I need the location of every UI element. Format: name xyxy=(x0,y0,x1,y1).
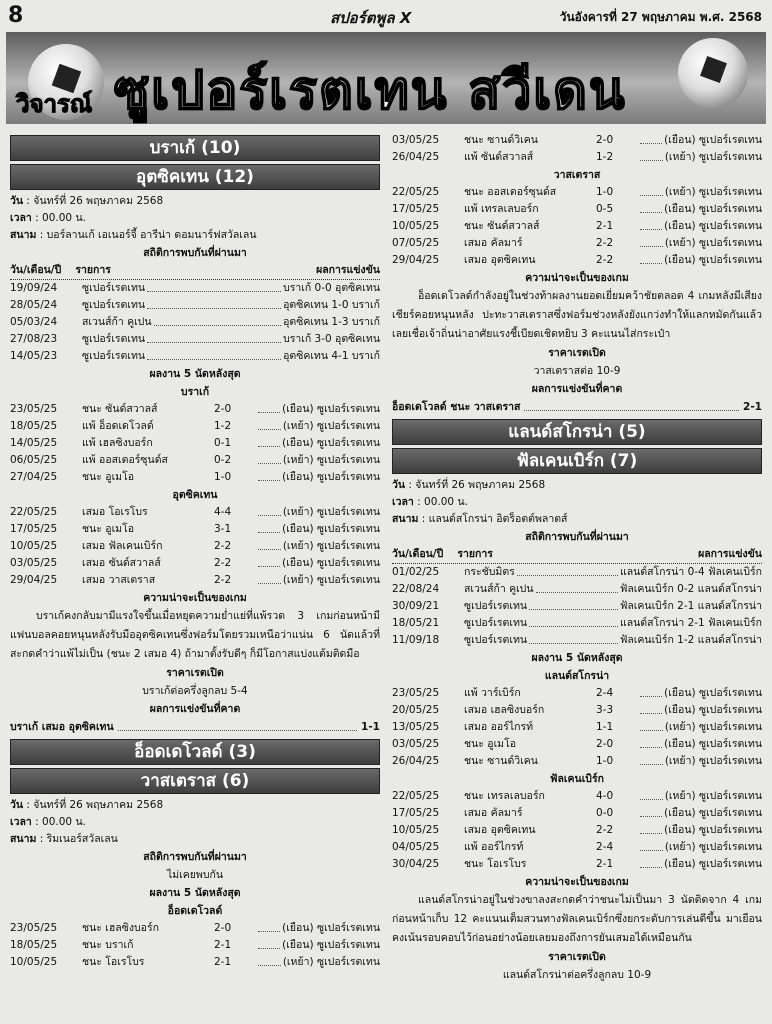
table-row: 10/05/25 ชนะ ซันด์สวาลส์ 2-1 (เยือน) ซูเปอร์เรตเทน xyxy=(392,220,762,232)
table-row: 29/04/25 เสมอ วาสเตราส 2-2 (เหย้า) ซูเปอร์เรตเทน xyxy=(10,574,380,586)
match3-h2h-title: สถิติการพบกันที่ผ่านมา xyxy=(525,531,629,543)
table-row: 27/04/25 ชนะ อูเมโอ 1-0 (เยือน) ซูเปอร์เรตเทน xyxy=(10,471,380,483)
match2-home-form-partA xyxy=(10,920,380,971)
table-row: 03/05/25 เสมอ ซันด์สวาลส์ 2-2 (เยือน) ซูเปอร์เรตเทน xyxy=(10,557,380,569)
match3-venue: สนาม : แลนด์สโกรน่า อิดร็อตต์พลาตส์ xyxy=(392,513,568,525)
match2-analysis-title: ความน่าจะเป็นของเกม xyxy=(525,272,629,284)
match2-time: เวลา : 00.00 น. xyxy=(10,816,86,828)
table-row: 18/05/25 แพ้ อ็อดเดโวลด์ 1-2 (เหย้า) ซูเปอร์เรตเทน xyxy=(10,420,380,432)
table-row: 30/04/25 ชนะ โอเรโบร 2-1 (เยือน) ซูเปอร์เรตเทน xyxy=(392,858,762,870)
match3-home-bar: แลนด์สโกรน่า (5) xyxy=(392,419,762,445)
table-row: 17/05/25 แพ้ เทรลเลบอร์ก 0-5 (เยือน) ซูเปอร์เรตเทน xyxy=(392,203,762,215)
match2-form-title: ผลงาน 5 นัดหลังสุด xyxy=(149,887,241,899)
football-icon xyxy=(678,38,748,108)
section-banner xyxy=(6,32,766,124)
page-header xyxy=(0,0,772,30)
match1-odds-title: ราคาเรตเปิด xyxy=(166,667,224,679)
match2-away-form xyxy=(392,184,762,269)
match3-away-form xyxy=(392,788,762,873)
match2-predict-title: ผลการแข่งขันที่คาด xyxy=(531,383,623,395)
match1-away-form xyxy=(10,504,380,589)
table-row: 10/05/25 ชนะ โอเรโบร 2-1 (เหย้า) ซูเปอร์เรตเทน xyxy=(10,956,380,968)
match2-prediction: อ็อดเดโวลด์ ชนะ วาสเตราส 2-1 xyxy=(392,398,762,416)
table-row: 29/04/25 เสมอ อุตซิคเทน 2-2 (เยือน) ซูเปอร์เรตเทน xyxy=(392,254,762,266)
match1-away-bar: อุตซิคเทน (12) xyxy=(10,164,380,190)
table-row: 13/05/25 เสมอ ออร์ไกรท์ 1-1 (เหย้า) ซูเปอร์เรตเทน xyxy=(392,721,762,733)
match1-prediction: บราเก้ เสมอ อุตซิคเทน 1-1 xyxy=(10,718,380,736)
table-row: 04/05/25 แพ้ ออร์ไกรท์ 2-4 (เหย้า) ซูเปอร์เรตเทน xyxy=(392,841,762,853)
match1-analysis-title: ความน่าจะเป็นของเกม xyxy=(143,592,247,604)
match1-odds: บราเก้ต่อครึ่งลูกลบ 5-4 xyxy=(142,685,248,697)
match1-home-form xyxy=(10,401,380,486)
match2-home-form-partB xyxy=(392,132,762,166)
table-row: 05/03/24 สเวนส์ก้า คูเปน อุตซิคเทน 1-3 บราเก้ xyxy=(10,316,380,328)
table-row: 10/05/25 เสมอ ฟัลเคนเบิร์ก 2-2 (เหย้า) ซูเปอร์เรตเทน xyxy=(10,540,380,552)
match3-time: เวลา : 00.00 น. xyxy=(392,496,468,508)
match3-analysis: แลนด์สโกรน่าอยู่ในช่วงขาลงสะกดคำว่าชนะไม่เป็นมา 3 นัดติดจาก 4 เกมก่อนหน้าเก็บ 12 คะแนนเต็มสวนทางฟัลเคนเบิร์กซึ่งยกระดับการเล่นดีขึ้น มาเยือนคงเน้นรอบคอบไว้ก่อนอย่างน้อยเลยมองถึงการยันเสมอได้เหมือนกัน xyxy=(392,894,762,944)
match1-away-form-title: อุตซิคเทน xyxy=(172,489,218,501)
table-row: 23/05/25 แพ้ วาร์เบิร์ก 2-4 (เยือน) ซูเปอร์เรตเทน xyxy=(392,687,762,699)
table-row: 03/05/25 ชนะ ซานด์วิเคน 2-0 (เยือน) ซูเปอร์เรตเทน xyxy=(392,134,762,146)
match3-h2h-header: วัน/เดือน/ปี รายการ ผลการแข่งขัน xyxy=(392,546,762,564)
table-row: 22/05/25 เสมอ โอเรโบร 4-4 (เหย้า) ซูเปอร์เรตเทน xyxy=(10,506,380,518)
table-row: 26/04/25 แพ้ ซันด์สวาลส์ 1-2 (เหย้า) ซูเปอร์เรตเทน xyxy=(392,151,762,163)
match3-form-title: ผลงาน 5 นัดหลังสุด xyxy=(531,652,623,664)
table-row: 06/05/25 แพ้ ออสเตอร์ซุนด์ส 0-2 (เหย้า) ซูเปอร์เรตเทน xyxy=(10,454,380,466)
match2-h2h-title: สถิติการพบกันที่ผ่านมา xyxy=(143,851,247,863)
page-number: 8 xyxy=(8,3,24,28)
match3-away-bar: ฟัลเคนเบิร์ก (7) xyxy=(392,448,762,474)
match3-home-form-title: แลนด์สโกรน่า xyxy=(544,670,610,682)
match2-away-bar: วาสเตราส (6) xyxy=(10,768,380,794)
match2-away-form-title: วาสเตราส xyxy=(553,169,601,181)
match3-odds-title: ราคาเรตเปิด xyxy=(548,951,606,963)
table-row: 18/05/21 ซูเปอร์เรตเทน แลนด์สโกรน่า 2-1 ฟัลเคนเบิร์ก xyxy=(392,617,762,629)
match1-h2h-title: สถิติการพบกันที่ผ่านมา xyxy=(143,247,247,259)
match3-home-form xyxy=(392,685,762,770)
match1-time: เวลา : 00.00 น. xyxy=(10,212,86,224)
match3-odds: แลนด์สโกรน่าต่อครึ่งลูกลบ 10-9 xyxy=(502,969,652,981)
banner-title: ซูเปอร์เรตเทน สวีเดน xyxy=(114,61,627,121)
issue-date: วันอังคารที่ 27 พฤษภาคม พ.ศ. 2568 xyxy=(559,10,762,24)
table-row: 30/09/21 ซูเปอร์เรตเทน ฟัลเคนเบิร์ก 2-1 แลนด์สโกรน่า xyxy=(392,600,762,612)
match1-h2h-header: วัน/เดือน/ปี รายการ ผลการแข่งขัน xyxy=(10,262,380,280)
table-row: 23/05/25 ชนะ เฮลซิงบอร์ก 2-0 (เยือน) ซูเปอร์เรตเทน xyxy=(10,922,380,934)
table-row: 03/05/25 ชนะ อูเมโอ 2-0 (เยือน) ซูเปอร์เรตเทน xyxy=(392,738,762,750)
match1-analysis: บราเก้คงกลับมามีแรงใจขึ้นเมื่อหยุดความย่ำแย่ที่แพ้รวด 3 เกมก่อนหน้ามีแฟนบอลคอยหนุนหลังรับมืออุตซิคเทนซึ่งฟอร์มโดยรวมเหนือว่าแน่น 6 นัดแล้วที่สะกดคำว่าแพ้ไม่เป็น (ชนะ 2 เสมอ 4) ถ้ามาตั้งรับดีๆ ก็มีโอกาสแบ่งแต้มติดมือ xyxy=(10,610,380,660)
banner-prefix: วิจารณ์ xyxy=(16,90,93,118)
match2-home-bar: อ็อดเดโวลด์ (3) xyxy=(10,739,380,765)
table-row: 10/05/25 เสมอ อุตซิคเทน 2-2 (เยือน) ซูเปอร์เรตเทน xyxy=(392,824,762,836)
table-row: 11/09/18 ซูเปอร์เรตเทน ฟัลเคนเบิร์ก 1-2 แลนด์สโกรน่า xyxy=(392,634,762,646)
match2-h2h-none: ไม่เคยพบกัน xyxy=(166,869,224,881)
match1-h2h-table xyxy=(10,280,380,365)
table-row: 17/05/25 ชนะ อูเมโอ 3-1 (เยือน) ซูเปอร์เรตเทน xyxy=(10,523,380,535)
match2-date: วัน : จันทร์ที่ 26 พฤษภาคม 2568 xyxy=(10,799,164,811)
match1-form-title: ผลงาน 5 นัดหลังสุด xyxy=(149,368,241,380)
table-row: 19/09/24 ซูเปอร์เรตเทน บราเก้ 0-0 อุตซิคเทน xyxy=(10,282,380,294)
table-row: 18/05/25 ชนะ บราเก้ 2-1 (เยือน) ซูเปอร์เรตเทน xyxy=(10,939,380,951)
table-row: 20/05/25 เสมอ เฮลซิงบอร์ก 3-3 (เยือน) ซูเปอร์เรตเทน xyxy=(392,704,762,716)
match3-analysis-title: ความน่าจะเป็นของเกม xyxy=(525,876,629,888)
left-column xyxy=(10,132,380,971)
table-row: 14/05/25 แพ้ เฮลซิงบอร์ก 0-1 (เยือน) ซูเปอร์เรตเทน xyxy=(10,437,380,449)
match2-analysis: อ็อดเดโวลด์กำลังอยู่ในช่วงท้าผลงานยอดเยี่ยมคว้าชัยตลอด 4 เกมหลังมีเสียงเชียร์คอยหนุนหลัง ปะทะวาสเตราสซึ่งฟอร์มช่วงหลังยังแกว่งทำให้แลกหมัดกันแล้วเลยเชื่อเจ้าถิ่นน่าอาศัยแรงชี้เบียดเชิดทยิบ 3 คะแนนไส่กระเป๋า xyxy=(392,290,762,340)
table-row: 22/05/25 ชนะ เทรลเลบอร์ก 4-0 (เหย้า) ซูเปอร์เรตเทน xyxy=(392,790,762,802)
match3-away-form-title: ฟัลเคนเบิร์ก xyxy=(550,773,604,785)
table-row: 01/02/25 กระชับมิตร แลนด์สโกรน่า 0-4 ฟัลเคนเบิร์ก xyxy=(392,566,762,578)
table-row: 28/05/24 ซูเปอร์เรตเทน อุตซิคเทน 1-0 บราเก้ xyxy=(10,299,380,311)
table-row: 22/08/24 สเวนส์ก้า คูเปน ฟัลเคนเบิร์ก 0-2 แลนด์สโกรน่า xyxy=(392,583,762,595)
table-row: 17/05/25 เสมอ คัลมาร์ 0-0 (เยือน) ซูเปอร์เรตเทน xyxy=(392,807,762,819)
table-row: 14/05/23 ซูเปอร์เรตเทน อุตซิคเทน 4-1 บราเก้ xyxy=(10,350,380,362)
match2-odds-title: ราคาเรตเปิด xyxy=(548,347,606,359)
table-row: 07/05/25 เสมอ คัลมาร์ 2-2 (เหย้า) ซูเปอร์เรตเทน xyxy=(392,237,762,249)
brand-logo: สปอร์ตพูล X xyxy=(330,9,412,27)
table-row: 22/05/25 ชนะ ออสเตอร์ซุนด์ส 1-0 (เหย้า) ซูเปอร์เรตเทน xyxy=(392,186,762,198)
table-row: 27/08/23 ซูเปอร์เรตเทน บราเก้ 3-0 อุตซิคเทน xyxy=(10,333,380,345)
match1-venue: สนาม : บอร์ลานเก้ เอเนอร์จี้ อารีน่า ดอมนาร์ฟสวัลเลน xyxy=(10,229,257,241)
match1-home-bar: บราเก้ (10) xyxy=(10,135,380,161)
match2-odds: วาสเตราสต่อ 10-9 xyxy=(533,365,621,377)
match1-date: วัน : จันทร์ที่ 26 พฤษภาคม 2568 xyxy=(10,195,164,207)
match3-h2h-table xyxy=(392,564,762,649)
match1-predict-title: ผลการแข่งขันที่คาด xyxy=(149,703,241,715)
match3-date: วัน : จันทร์ที่ 26 พฤษภาคม 2568 xyxy=(392,479,546,491)
table-row: 23/05/25 ชนะ ซันด์สวาลส์ 2-0 (เยือน) ซูเปอร์เรตเทน xyxy=(10,403,380,415)
match2-home-form-title: อ็อดเดโวลด์ xyxy=(167,905,223,917)
right-column xyxy=(392,132,762,984)
table-row: 26/04/25 ชนะ ซานด์วิเคน 1-0 (เหย้า) ซูเปอร์เรตเทน xyxy=(392,755,762,767)
match1-home-form-title: บราเก้ xyxy=(180,386,210,398)
match2-venue: สนาม : ริมเนอร์สวัลเลน xyxy=(10,833,118,845)
